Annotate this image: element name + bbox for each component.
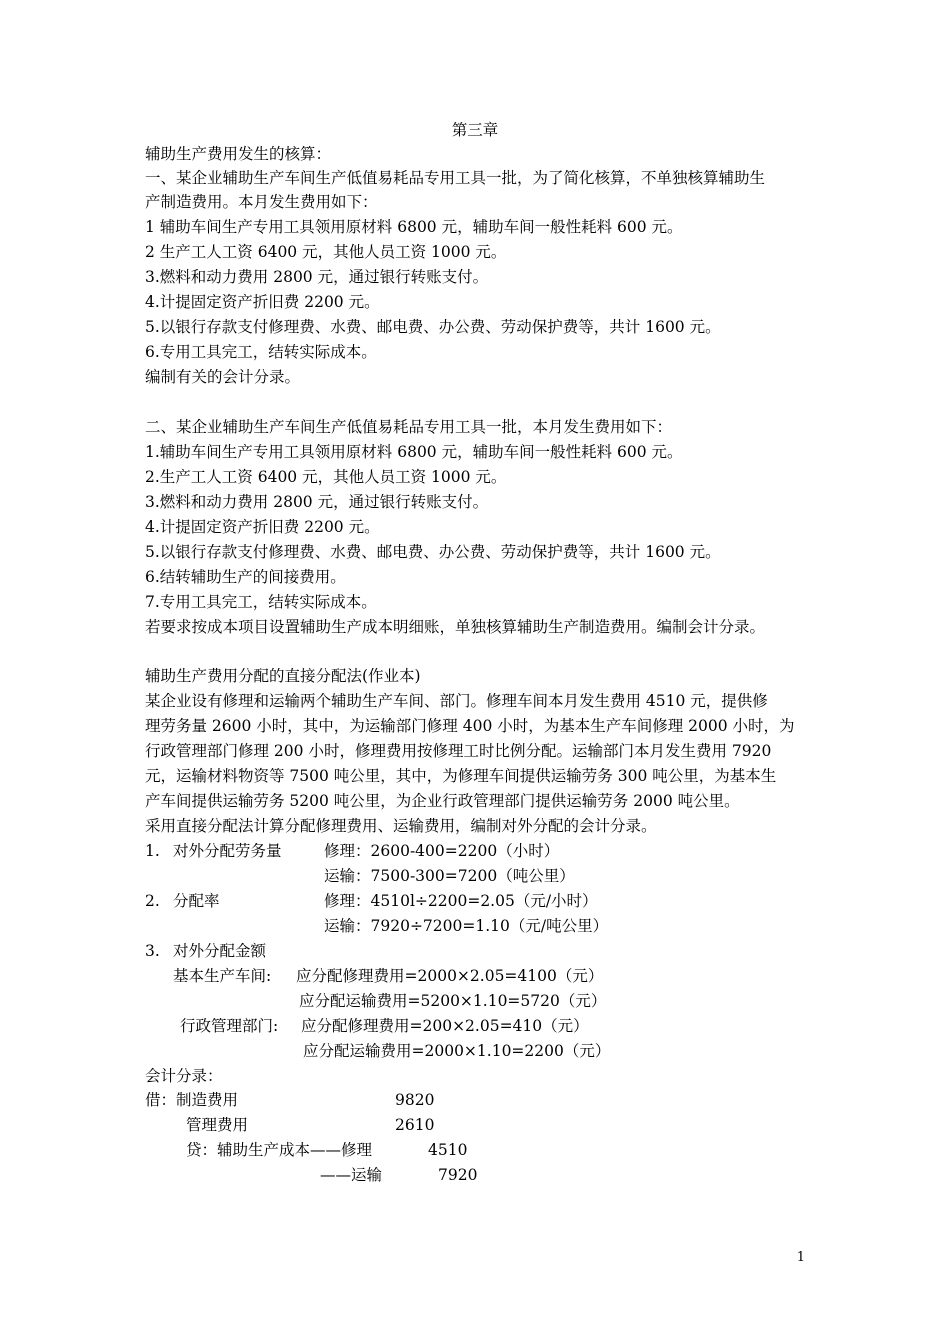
text-line: 某企业设有修理和运输两个辅助生产车间、部门。修理车间本月发生费用 4510 元，提供修 [145,692,768,710]
list-number: 1. [145,842,160,860]
journal-amount: 9820 [395,1091,435,1109]
text-line: 产制造费用。本月发生费用如下： [145,193,378,211]
text-line: 辅助生产费用发生的核算： [145,145,332,163]
text-line: 4.计提固定资产折旧费 2200 元。 [145,518,380,536]
list-number: 3. [145,942,160,960]
text-line: 1.辅助车间生产专用工具领用原材料 6800 元，辅助车间一般性耗料 600 元。 [145,443,683,461]
calc-label: 分配率 [173,892,220,910]
calc-line: 应分配修理费用=200×2.05=410（元） [301,1017,589,1035]
journal-heading: 会计分录： [145,1067,223,1085]
text-line: 7.专用工具完工，结转实际成本。 [145,593,377,611]
text-line: 编制有关的会计分录。 [145,368,301,386]
calc-line: 修理：2600-400=2200（小时） [324,842,560,860]
calc-line: 修理：4510l÷2200=2.05（元/小时） [324,892,598,910]
text-line: 6.专用工具完工，结转实际成本。 [145,343,377,361]
page-number: 1 [796,1250,805,1265]
calc-label: 对外分配金额 [173,942,267,960]
journal-debit: 管理费用 [186,1116,249,1134]
calc-label: 对外分配劳务量 [173,842,282,860]
text-line: 行政管理部门修理 200 小时，修理费用按修理工时比例分配。运输部门本月发生费用 7920 [145,742,772,760]
text-line: 3.燃料和动力费用 2800 元，通过银行转账支付。 [145,493,489,511]
calc-line: 应分配运输费用=5200×1.10=5720（元） [299,992,607,1010]
department-label: 基本生产车间: [173,967,272,985]
journal-credit: 贷：辅助生产成本——修理 [186,1141,373,1159]
text-line: 采用直接分配法计算分配修理费用、运输费用，编制对外分配的会计分录。 [145,817,657,835]
text-line: 元，运输材料物资等 7500 吨公里，其中，为修理车间提供运输劳务 300 吨公里，为基本生 [145,767,777,785]
journal-amount: 2610 [395,1116,435,1134]
text-line: 3.燃料和动力费用 2800 元，通过银行转账支付。 [145,268,489,286]
text-line: 理劳务量 2600 小时，其中，为运输部门修理 400 小时，为基本生产车间修理 2000 小时，为 [145,717,795,735]
journal-debit: 借：制造费用 [145,1091,239,1109]
text-line: 5.以银行存款支付修理费、水费、邮电费、办公费、劳动保护费等，共计 1600 元。 [145,318,721,336]
text-line: 6.结转辅助生产的间接费用。 [145,568,346,586]
text-line: 若要求按成本项目设置辅助生产成本明细账，单独核算辅助生产制造费用。编制会计分录。 [145,618,766,636]
journal-amount: 7920 [438,1166,478,1184]
text-line: 1 辅助车间生产专用工具领用原材料 6800 元，辅助车间一般性耗料 600 元。 [145,218,683,236]
list-number: 2. [145,892,160,910]
text-line: 4.计提固定资产折旧费 2200 元。 [145,293,380,311]
chapter-title: 第三章 [451,121,499,139]
calc-line: 运输：7500-300=7200（吨公里） [324,867,575,885]
journal-credit: ——运输 [320,1166,383,1184]
calc-line: 运输：7920÷7200=1.10（元/吨公里） [324,917,609,935]
calc-line: 应分配运输费用=2000×1.10=2200（元） [303,1042,611,1060]
text-line: 二、某企业辅助生产车间生产低值易耗品专用工具一批，本月发生费用如下： [145,418,673,436]
text-line: 2.生产工人工资 6400 元，其他人员工资 1000 元。 [145,468,507,486]
section-heading: 辅助生产费用分配的直接分配法(作业本) [145,667,421,685]
text-line: 产车间提供运输劳务 5200 吨公里，为企业行政管理部门提供运输劳务 2000 吨公里。 [145,792,740,810]
text-line: 5.以银行存款支付修理费、水费、邮电费、办公费、劳动保护费等，共计 1600 元。 [145,543,721,561]
calc-line: 应分配修理费用=2000×2.05=4100（元） [296,967,604,985]
department-label: 行政管理部门: [180,1017,279,1035]
journal-amount: 4510 [428,1141,468,1159]
text-line: 2 生产工人工资 6400 元，其他人员工资 1000 元。 [145,243,507,261]
text-line: 一、某企业辅助生产车间生产低值易耗品专用工具一批，为了简化核算，不单独核算辅助生 [145,169,766,187]
